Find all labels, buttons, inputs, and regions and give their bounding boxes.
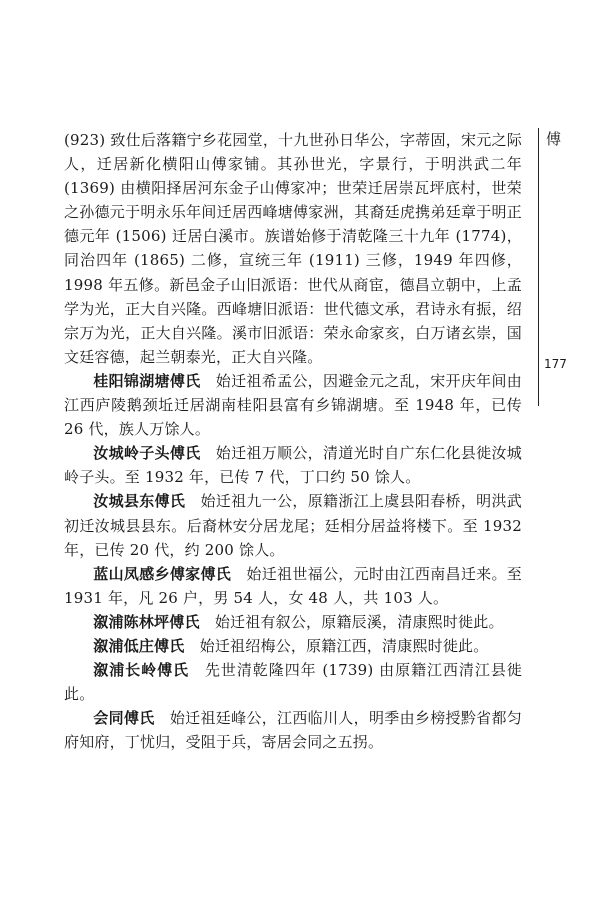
entry-text: 始迁祖有叙公，原籍辰溪，清康熙时徙此。: [214, 612, 504, 631]
entry-heading: 蓝山凤感乡傅家傅氏: [93, 564, 232, 583]
entry-heading: 桂阳锦湖塘傅氏: [93, 371, 201, 390]
entry-paragraph: [64, 706, 522, 754]
entry-paragraph: [64, 634, 522, 658]
entry-text: 先世清乾隆四年 (1739) 由原籍江西清江县徙此。: [64, 661, 522, 704]
entry-text: 始迁祖廷峰公，江西临川人，明季由乡榜授黔省都匀府知府，丁忧归，受阻于兵，寄居会同之五拐。: [64, 709, 522, 752]
entry-heading: 汝城县东傅氏: [93, 492, 186, 511]
entry-heading: 汝城岭子头傅氏: [93, 444, 201, 463]
entry-text: 始迁祖绍梅公，原籍江西，清康熙时徙此。: [199, 636, 489, 655]
entry-heading: 溆浦低庄傅氏: [93, 636, 185, 655]
body-text: [64, 128, 522, 754]
entry-paragraph: [64, 562, 522, 610]
entry-text: 始迁祖希孟公，因避金元之乱，宋开庆年间由江西庐陵鹅颈坵迁居湖南桂阳县富有乡锦湖塘。至 1948 年，已传 26 代，族人万馀人。: [64, 371, 522, 439]
entry-paragraph: [64, 441, 522, 489]
entry-paragraph: [64, 369, 522, 441]
entry-text: 始迁祖万顺公，清道光时自广东仁化县徙汝城岭子头。至 1932 年，已传 7 代，丁口约 50 馀人。: [64, 444, 522, 487]
entry-text: 始迁祖世福公，元时由江西南昌迁来。至 1931 年，凡 26 户，男 54 人，女 48 人，共 103 人。: [64, 564, 522, 607]
continuation-paragraph: (923) 致仕后落籍宁乡花园堂，十九世孙日华公，字蒂固，宋元之际人，迁居新化横阳山傅家铺。其孙世光，字景行，于明洪武二年(1369) 由横阳择居河东金子山傅家冲；世荣迁居崇瓦坪底村，世荣之孙德元于明永乐年间迁居西峰塘傅家洲，其裔廷虎携弟廷章于明正德元年 (1506) 迁居白溪市。族谱始修于清乾隆三十九年 (1774)，同治四年 (1865) 二修，宣统三年 (1911) 三修，1949 年四修，1998 年五修。新邑金子山旧派语：世代从商宦，德昌立朝中，上孟学为光，正大自兴隆。西峰塘旧派语：世代德文承，君诗永有振，绍宗万为光，正大自兴隆。溪市旧派语：荣永命家亥，白万诸玄崇，国文廷容德，起兰朝泰光，正大自兴隆。: [64, 131, 522, 366]
entry-paragraph: [64, 658, 522, 706]
page-number: 177: [544, 357, 567, 371]
entry-paragraph: [64, 610, 522, 634]
entry-heading: 会同傅氏: [93, 709, 155, 728]
running-head: 傅: [546, 130, 562, 148]
margin-rule: [538, 128, 539, 406]
entry-paragraph: [64, 489, 522, 561]
entry-text: 始迁祖九一公，原籍浙江上虞县阳春桥，明洪武初迁汝城县县东。后裔林安分居龙尾；廷相分居益将楼下。至 1932 年，已传 20 代，约 200 馀人。: [64, 492, 523, 559]
entry-heading: 溆浦长岭傅氏: [93, 661, 189, 680]
entry-heading: 溆浦陈林坪傅氏: [93, 612, 200, 631]
